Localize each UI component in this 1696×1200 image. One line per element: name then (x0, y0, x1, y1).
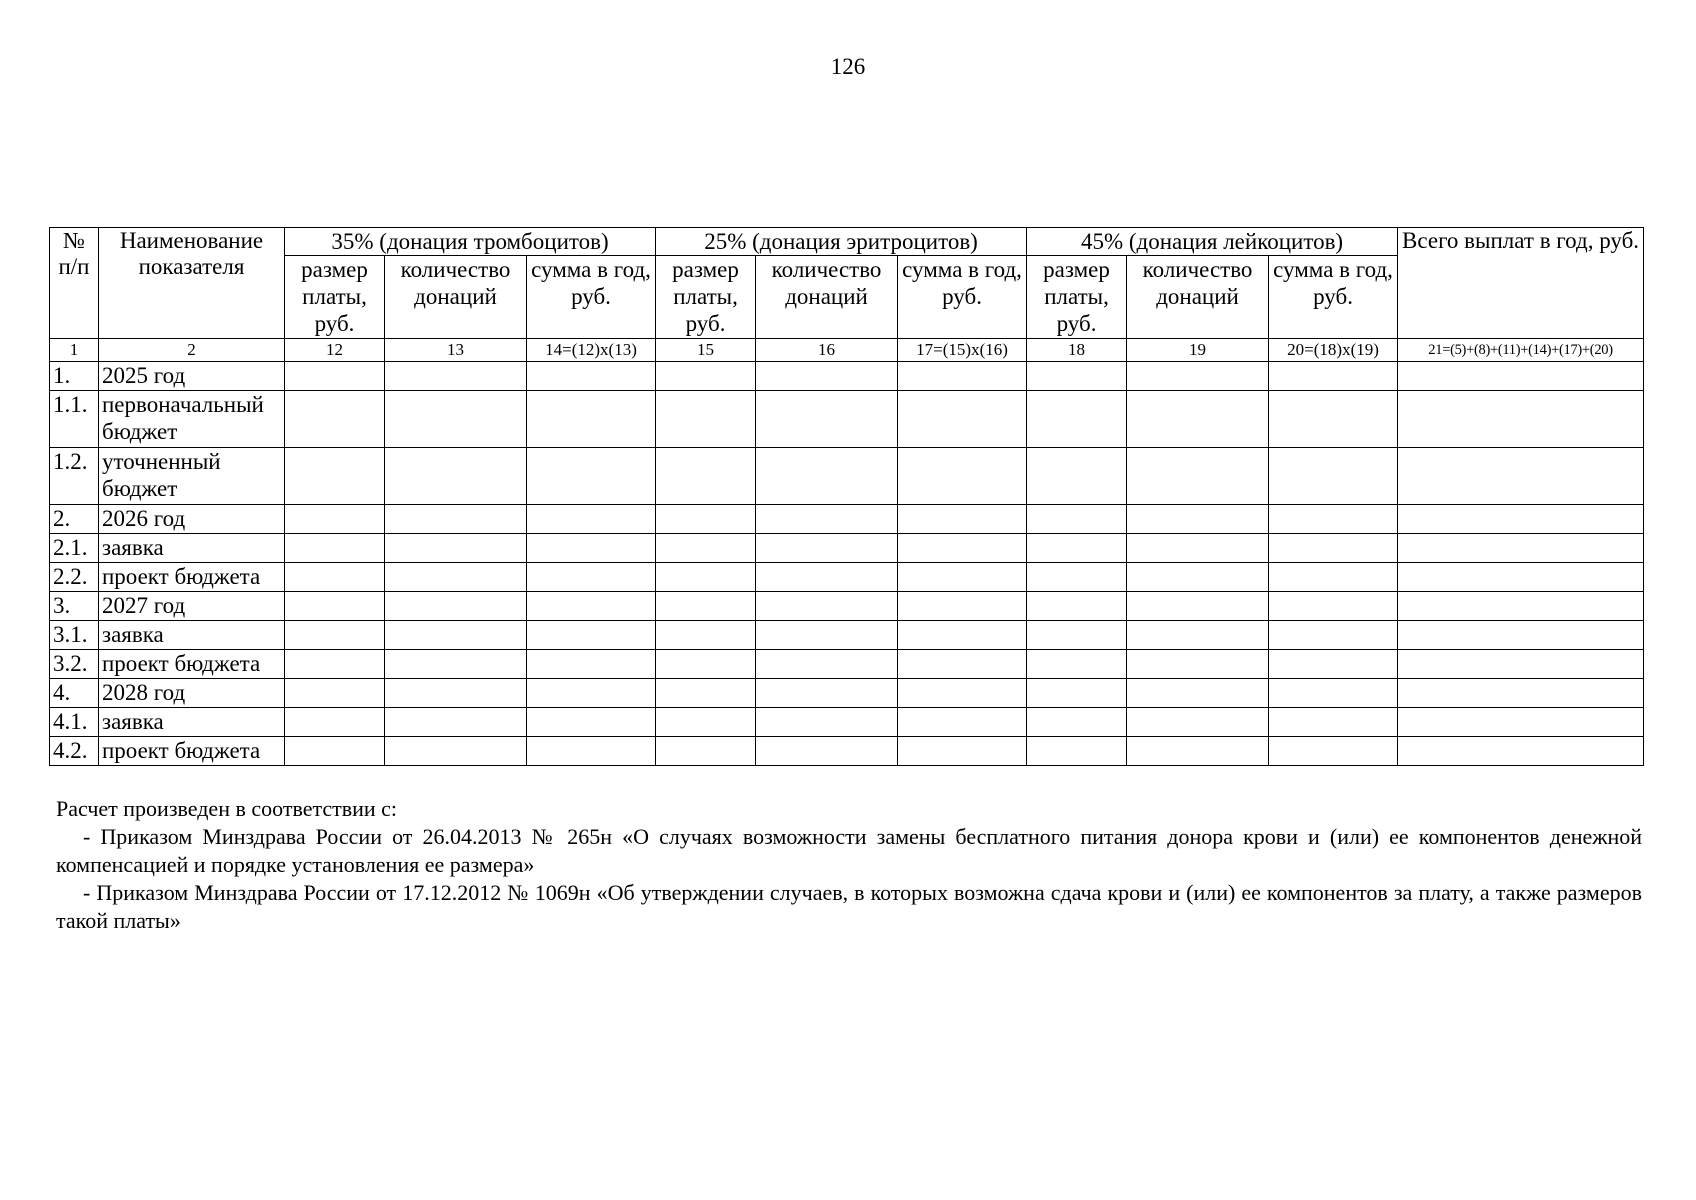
empty-cell (285, 534, 385, 563)
empty-cell (285, 737, 385, 766)
empty-cell (656, 563, 756, 592)
empty-cell (527, 679, 656, 708)
empty-cell (1269, 534, 1398, 563)
empty-cell (1127, 650, 1269, 679)
empty-cell (1269, 563, 1398, 592)
empty-cell (1269, 391, 1398, 448)
empty-cell (1027, 391, 1127, 448)
empty-cell (656, 391, 756, 448)
empty-cell (898, 621, 1027, 650)
empty-cell (1027, 708, 1127, 737)
table-row (50, 679, 1644, 708)
empty-cell (1127, 621, 1269, 650)
empty-cell (656, 679, 756, 708)
empty-cell (385, 621, 527, 650)
empty-cell (898, 592, 1027, 621)
payments-table-container (49, 227, 1643, 766)
empty-cell (285, 679, 385, 708)
empty-cell (756, 534, 898, 563)
row-number: 2.1. (50, 534, 99, 563)
column-numbering-row (50, 339, 1644, 362)
empty-cell (385, 650, 527, 679)
header-sub-size: размер платы, руб. (1027, 256, 1127, 339)
column-number: 14=(12)х(13) (527, 339, 656, 362)
empty-cell (527, 708, 656, 737)
table-row (50, 448, 1644, 505)
empty-cell (1027, 679, 1127, 708)
header-sub-sum: сумма в год, руб. (527, 256, 656, 339)
empty-cell (527, 563, 656, 592)
empty-cell (756, 563, 898, 592)
empty-cell (1398, 362, 1644, 391)
empty-cell (527, 391, 656, 448)
row-number: 2. (50, 505, 99, 534)
empty-cell (656, 362, 756, 391)
empty-cell (285, 448, 385, 505)
column-number: 2 (99, 339, 285, 362)
column-number: 21=(5)+(8)+(11)+(14)+(17)+(20) (1398, 339, 1644, 362)
empty-cell (898, 650, 1027, 679)
column-number: 17=(15)х(16) (898, 339, 1027, 362)
row-number: 3. (50, 592, 99, 621)
empty-cell (1027, 505, 1127, 534)
row-indicator-name: первоначальный бюджет (99, 391, 285, 448)
empty-cell (527, 505, 656, 534)
empty-cell (656, 621, 756, 650)
column-number: 12 (285, 339, 385, 362)
empty-cell (527, 534, 656, 563)
table-row (50, 650, 1644, 679)
empty-cell (1127, 592, 1269, 621)
empty-cell (656, 737, 756, 766)
empty-cell (756, 592, 898, 621)
empty-cell (527, 737, 656, 766)
empty-cell (385, 391, 527, 448)
empty-cell (1398, 679, 1644, 708)
empty-cell (1269, 737, 1398, 766)
header-sub-sum: сумма в год, руб. (898, 256, 1027, 339)
header-group-leukocytes: 45% (донация лейкоцитов) (1027, 228, 1398, 256)
empty-cell (1269, 679, 1398, 708)
empty-cell (656, 592, 756, 621)
row-indicator-name: 2025 год (99, 362, 285, 391)
row-indicator-name: 2026 год (99, 505, 285, 534)
empty-cell (1398, 391, 1644, 448)
header-row-groups (50, 228, 1644, 256)
empty-cell (527, 592, 656, 621)
empty-cell (385, 448, 527, 505)
empty-cell (285, 391, 385, 448)
empty-cell (385, 362, 527, 391)
empty-cell (1398, 563, 1644, 592)
empty-cell (1027, 448, 1127, 505)
empty-cell (656, 708, 756, 737)
row-indicator-name: проект бюджета (99, 650, 285, 679)
empty-cell (1398, 505, 1644, 534)
empty-cell (1127, 708, 1269, 737)
notes-intro: Расчет произведен в соответствии с: (56, 796, 398, 821)
column-number: 16 (756, 339, 898, 362)
header-sub-size: размер платы, руб. (656, 256, 756, 339)
empty-cell (527, 362, 656, 391)
empty-cell (527, 650, 656, 679)
table-row (50, 563, 1644, 592)
empty-cell (1398, 737, 1644, 766)
page-number: 126 (830, 54, 866, 79)
empty-cell (656, 534, 756, 563)
empty-cell (285, 505, 385, 534)
empty-cell (1127, 563, 1269, 592)
empty-cell (1027, 362, 1127, 391)
table-row (50, 362, 1644, 391)
empty-cell (385, 679, 527, 708)
empty-cell (756, 505, 898, 534)
table-row (50, 592, 1644, 621)
empty-cell (756, 679, 898, 708)
empty-cell (285, 621, 385, 650)
empty-cell (1269, 650, 1398, 679)
empty-cell (385, 563, 527, 592)
row-number: 4. (50, 679, 99, 708)
row-number: 1.2. (50, 448, 99, 505)
empty-cell (898, 679, 1027, 708)
row-indicator-name: заявка (99, 708, 285, 737)
header-col-num: № п/п (50, 228, 99, 339)
empty-cell (527, 448, 656, 505)
row-number: 4.1. (50, 708, 99, 737)
empty-cell (756, 708, 898, 737)
empty-cell (385, 592, 527, 621)
empty-cell (1127, 448, 1269, 505)
empty-cell (656, 650, 756, 679)
row-number: 2.2. (50, 563, 99, 592)
notes (56, 795, 1642, 935)
notes-item: - Приказом Минздрава России от 17.12.2012 № 1069н «Об утверждении случаев, в которых возможна сдача крови и (или) ее компонентов за плату, а также размеров такой платы» (56, 880, 1642, 933)
empty-cell (285, 362, 385, 391)
empty-cell (1269, 362, 1398, 391)
column-number: 20=(18)х(19) (1269, 339, 1398, 362)
empty-cell (1027, 621, 1127, 650)
empty-cell (385, 534, 527, 563)
empty-cell (898, 391, 1027, 448)
empty-cell (1027, 592, 1127, 621)
header-col-total: Всего выплат в год, руб. (1398, 228, 1644, 339)
empty-cell (898, 362, 1027, 391)
empty-cell (898, 505, 1027, 534)
row-indicator-name: 2027 год (99, 592, 285, 621)
empty-cell (385, 708, 527, 737)
table-row (50, 391, 1644, 448)
empty-cell (1398, 621, 1644, 650)
row-indicator-name: уточненный бюджет (99, 448, 285, 505)
row-number: 4.2. (50, 737, 99, 766)
empty-cell (1027, 563, 1127, 592)
row-indicator-name: заявка (99, 621, 285, 650)
table-row (50, 621, 1644, 650)
empty-cell (1269, 621, 1398, 650)
table-row (50, 505, 1644, 534)
header-col-name: Наименование показателя (99, 228, 285, 339)
row-indicator-name: проект бюджета (99, 563, 285, 592)
row-number: 3.2. (50, 650, 99, 679)
empty-cell (1269, 592, 1398, 621)
row-indicator-name: проект бюджета (99, 737, 285, 766)
notes-item: - Приказом Минздрава России от 26.04.2013 № 265н «О случаях возможности замены бесплатного питания донора крови и (или) ее компонентов денежной компенсацией и порядке установления ее размера» (56, 824, 1642, 877)
empty-cell (898, 563, 1027, 592)
header-group-platelets: 35% (донация тромбоцитов) (285, 228, 656, 256)
empty-cell (1027, 650, 1127, 679)
row-indicator-name: заявка (99, 534, 285, 563)
empty-cell (285, 650, 385, 679)
empty-cell (1027, 737, 1127, 766)
header-sub-count: количество донаций (1127, 256, 1269, 339)
empty-cell (1027, 534, 1127, 563)
empty-cell (1398, 448, 1644, 505)
empty-cell (898, 737, 1027, 766)
empty-cell (1398, 708, 1644, 737)
empty-cell (1127, 534, 1269, 563)
row-number: 1. (50, 362, 99, 391)
row-indicator-name: 2028 год (99, 679, 285, 708)
empty-cell (756, 448, 898, 505)
empty-cell (756, 737, 898, 766)
empty-cell (1127, 737, 1269, 766)
empty-cell (898, 708, 1027, 737)
empty-cell (1127, 679, 1269, 708)
payments-table (49, 227, 1644, 766)
empty-cell (1398, 592, 1644, 621)
header-sub-sum: сумма в год, руб. (1269, 256, 1398, 339)
empty-cell (1127, 505, 1269, 534)
column-number: 15 (656, 339, 756, 362)
row-number: 3.1. (50, 621, 99, 650)
empty-cell (1269, 708, 1398, 737)
empty-cell (527, 621, 656, 650)
table-row (50, 708, 1644, 737)
column-number: 18 (1027, 339, 1127, 362)
row-number: 1.1. (50, 391, 99, 448)
empty-cell (1398, 650, 1644, 679)
header-sub-count: количество донаций (756, 256, 898, 339)
empty-cell (756, 621, 898, 650)
column-number: 13 (385, 339, 527, 362)
table-row (50, 737, 1644, 766)
empty-cell (285, 563, 385, 592)
empty-cell (756, 391, 898, 448)
empty-cell (385, 505, 527, 534)
empty-cell (756, 362, 898, 391)
empty-cell (1127, 391, 1269, 448)
empty-cell (1269, 448, 1398, 505)
header-sub-size: размер платы, руб. (285, 256, 385, 339)
empty-cell (756, 650, 898, 679)
empty-cell (285, 708, 385, 737)
header-sub-count: количество донаций (385, 256, 527, 339)
empty-cell (656, 448, 756, 505)
empty-cell (1398, 534, 1644, 563)
empty-cell (898, 534, 1027, 563)
empty-cell (656, 505, 756, 534)
empty-cell (385, 737, 527, 766)
empty-cell (285, 592, 385, 621)
header-group-erythrocytes: 25% (донация эритроцитов) (656, 228, 1027, 256)
column-number: 1 (50, 339, 99, 362)
empty-cell (1127, 362, 1269, 391)
empty-cell (898, 448, 1027, 505)
column-number: 19 (1127, 339, 1269, 362)
empty-cell (1269, 505, 1398, 534)
table-row (50, 534, 1644, 563)
